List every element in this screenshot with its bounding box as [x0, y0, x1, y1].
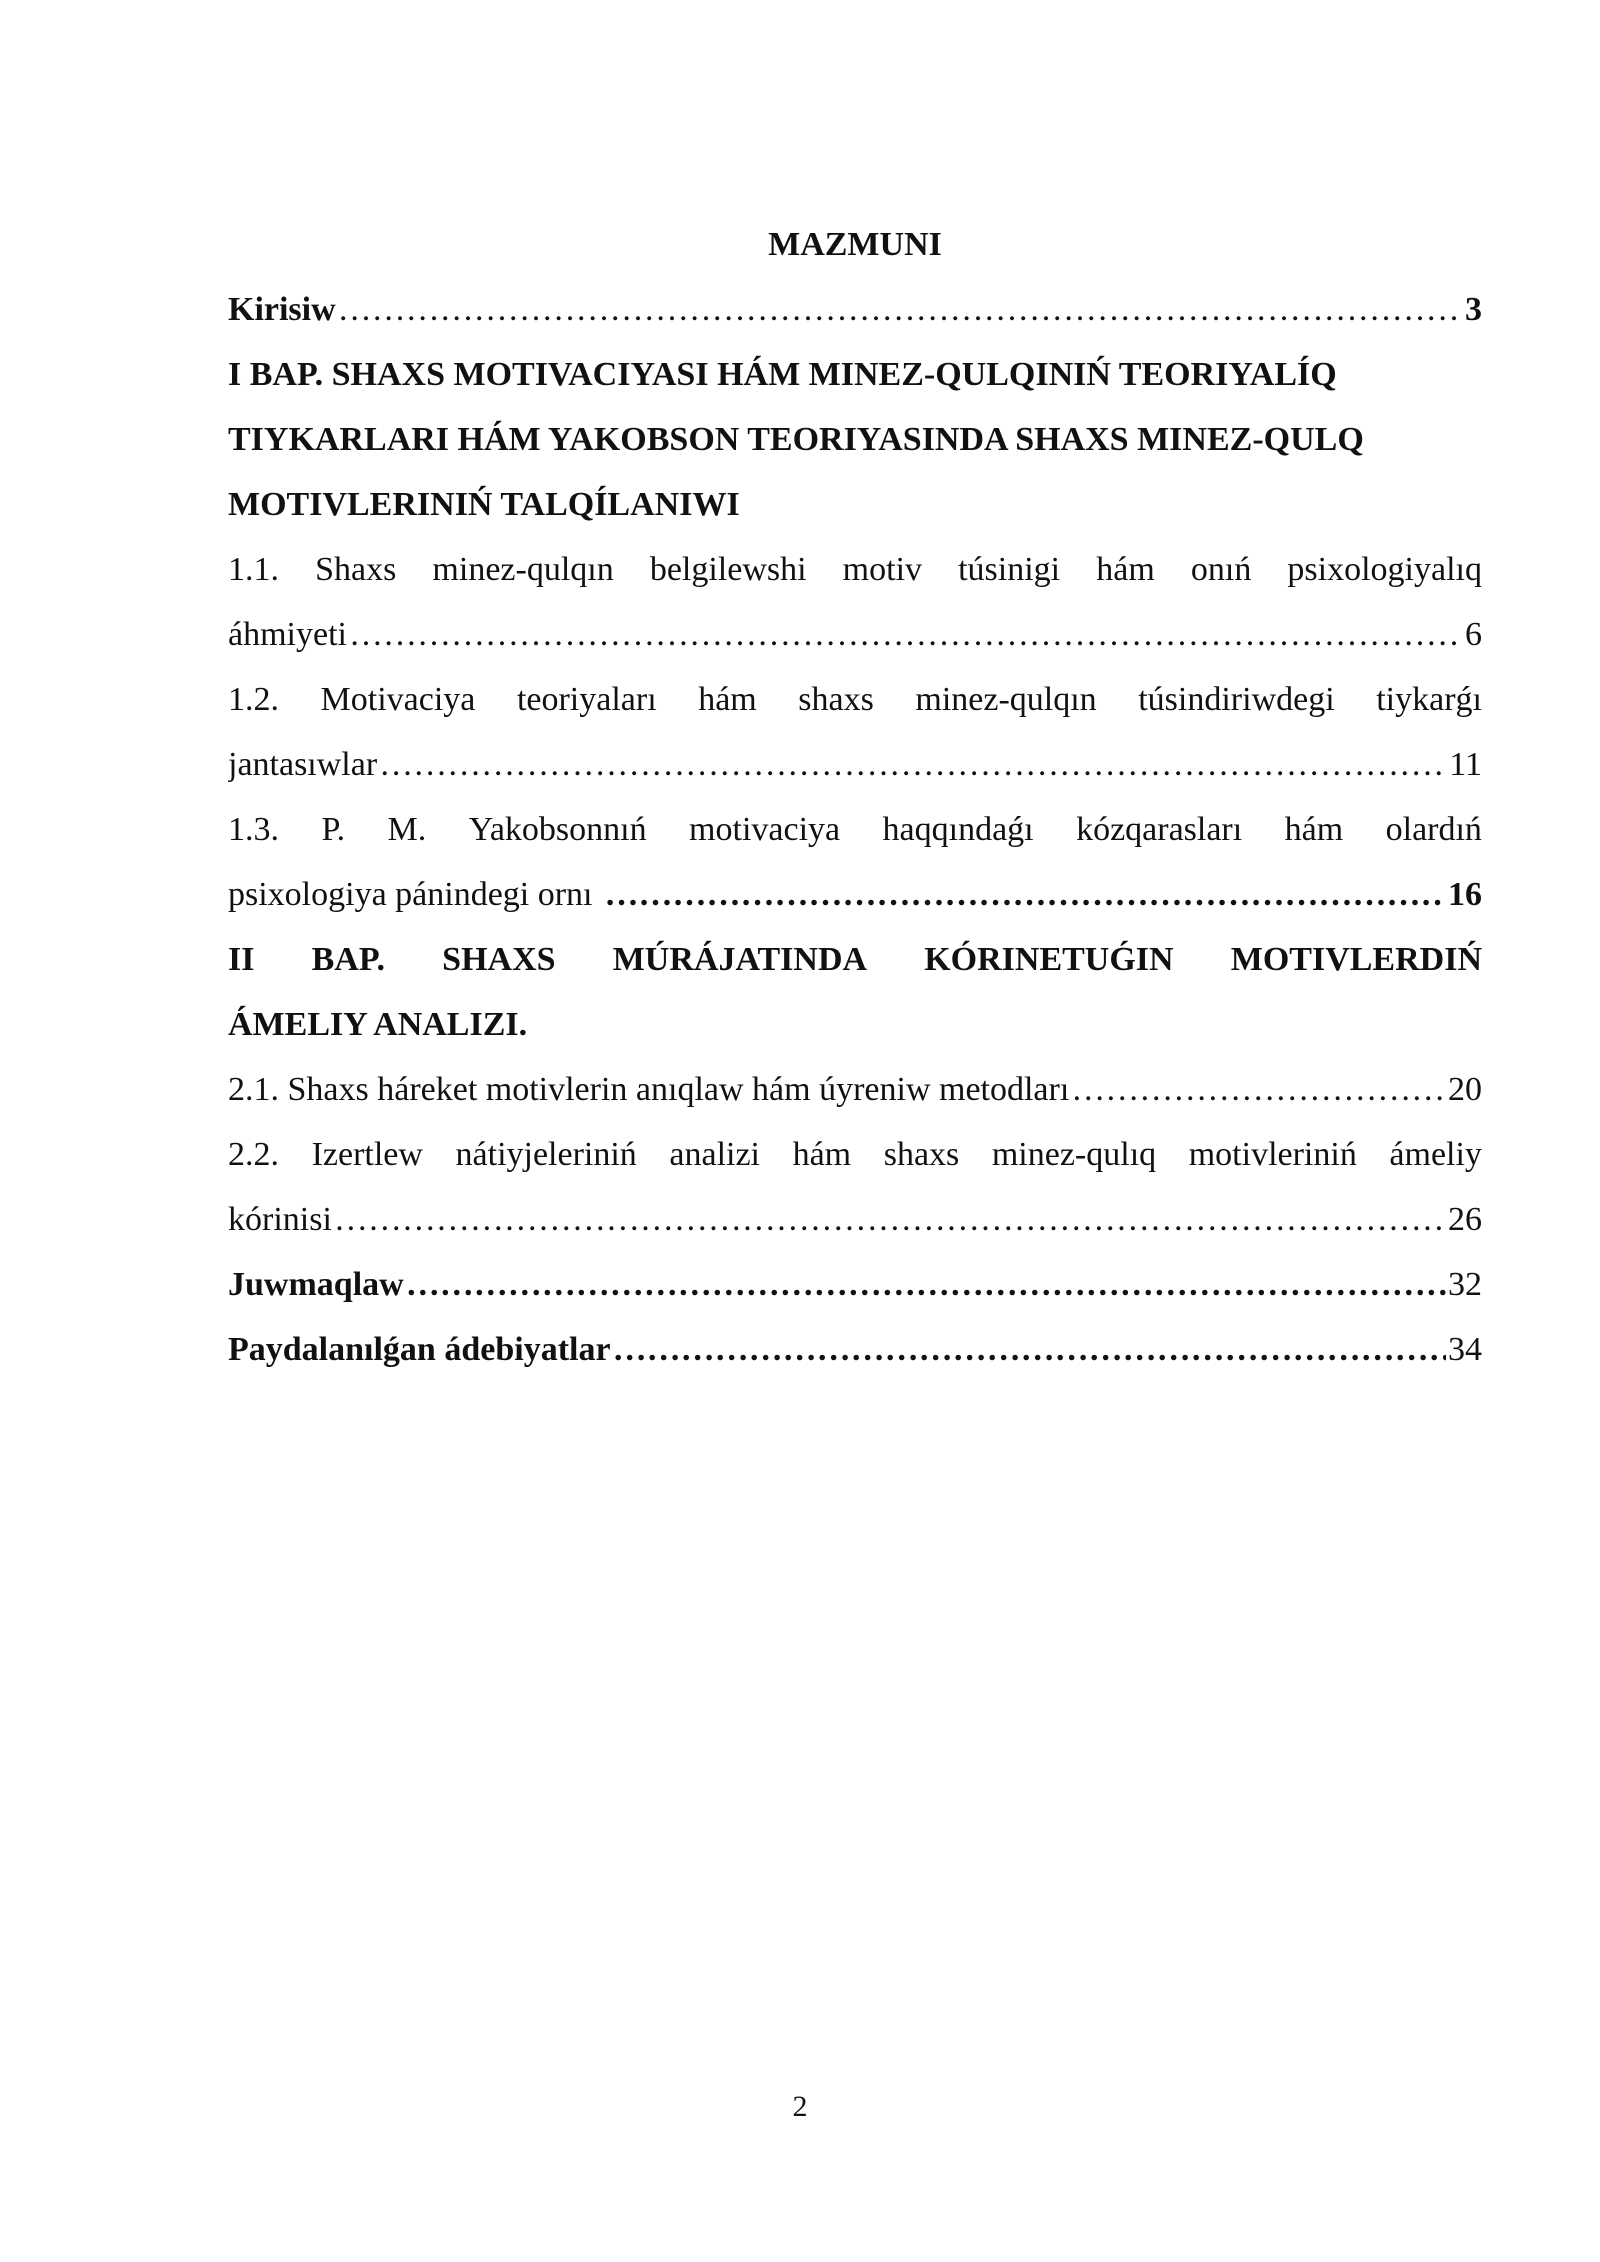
leader-dots — [605, 862, 1446, 927]
word: belgilewshi — [649, 551, 807, 588]
word: teoriyaları — [516, 681, 657, 718]
toc-entry-label: Juwmaqlaw — [228, 1266, 404, 1303]
leader-dots — [1071, 1057, 1446, 1122]
leader-dots — [406, 1252, 1446, 1317]
word: BAP. — [311, 941, 386, 978]
word: kózqarasları — [1076, 811, 1243, 848]
word: onıń — [1190, 551, 1252, 588]
leader-dots — [338, 277, 1463, 342]
leader-dots — [349, 602, 1463, 667]
word: minez-qulıq — [991, 1136, 1157, 1173]
word: shaxs — [883, 1136, 960, 1173]
toc-entry-page: 26 — [1448, 1201, 1482, 1238]
word: psixologiyalıq — [1287, 551, 1482, 588]
word: P. — [321, 811, 346, 848]
toc-entry-intro[interactable] — [228, 277, 1482, 342]
toc-entry-1-3-line-1[interactable] — [228, 797, 1482, 862]
toc-entry-page: 20 — [1448, 1071, 1482, 1108]
toc-entry-label: Kirisiw — [228, 291, 336, 328]
word: hám — [1284, 811, 1344, 848]
word: KÓRINETUǴIN — [924, 941, 1174, 978]
leader-dots — [613, 1317, 1446, 1382]
word: nátiyjeleriniń — [455, 1136, 637, 1173]
word: ámeliy — [1389, 1136, 1482, 1173]
toc-entry-label: Paydalanılǵan ádebiyatlar — [228, 1331, 611, 1368]
word: motiv — [842, 551, 923, 588]
page-number: 2 — [792, 2090, 808, 2123]
toc-entry-2-1[interactable] — [228, 1057, 1482, 1122]
word: motivaciya — [689, 811, 841, 848]
word: minez-qulqın — [432, 551, 614, 588]
toc-entry-label: kórinisi — [228, 1201, 332, 1238]
toc-title: MAZMUNI — [768, 226, 942, 263]
chapter-1-heading-line-2[interactable]: TIYKARLARI HÁM YAKOBSON TEORIYASINDA SHAXS MINEZ-QULQ — [228, 421, 1364, 458]
word: túsinigi — [958, 551, 1061, 588]
word: túsindiriwdegi — [1138, 681, 1335, 718]
toc-entry-1-2-line-2[interactable] — [228, 732, 1482, 797]
word: shaxs — [798, 681, 874, 718]
word: M. — [387, 811, 427, 848]
word: haqqındaǵı — [882, 811, 1034, 848]
chapter-2-heading-line-2[interactable]: ÁMELIY ANALIZI. — [228, 1006, 528, 1043]
toc-entry-1-1-line-1[interactable] — [228, 537, 1482, 602]
toc-entry-references[interactable] — [228, 1317, 1482, 1382]
toc-entry-page: 3 — [1465, 291, 1482, 328]
word: 2.2. — [228, 1136, 279, 1173]
toc-entry-page: 34 — [1448, 1331, 1482, 1368]
toc-entry-page: 11 — [1449, 746, 1482, 783]
word: Izertlew — [311, 1136, 423, 1173]
word: motivleriniń — [1188, 1136, 1357, 1173]
word: hám — [792, 1136, 852, 1173]
toc-entry-conclusion[interactable] — [228, 1252, 1482, 1317]
word: MOTIVLERDIŃ — [1230, 941, 1482, 978]
word: II — [228, 941, 255, 978]
word: 1.1. — [228, 551, 279, 588]
table-of-contents — [228, 212, 1482, 1382]
word: minez-qulqın — [915, 681, 1097, 718]
word: analizi — [669, 1136, 761, 1173]
chapter-1-heading-line-3[interactable]: MOTIVLERINIŃ TALQÍLANIWI — [228, 486, 740, 523]
word: tiykarǵı — [1376, 681, 1482, 718]
word: Shaxs — [315, 551, 397, 588]
toc-entry-label: psixologiya pánindegi ornı — [228, 876, 593, 913]
toc-entry-1-3-line-2[interactable] — [228, 862, 1482, 927]
word: hám — [1096, 551, 1155, 588]
toc-entry-label: áhmiyeti — [228, 616, 347, 653]
toc-entry-page: 32 — [1448, 1266, 1482, 1303]
toc-entry-label: jantasıwlar — [228, 746, 378, 783]
word: hám — [698, 681, 757, 718]
word: SHAXS — [442, 941, 556, 978]
toc-entry-1-2-line-1[interactable] — [228, 667, 1482, 732]
toc-entry-page: 6 — [1465, 616, 1482, 653]
word: olardıń — [1385, 811, 1482, 848]
toc-entry-2-2-line-2[interactable] — [228, 1187, 1482, 1252]
leader-dots — [334, 1187, 1446, 1252]
toc-entry-label: 2.1. Shaxs háreket motivlerin anıqlaw hám úyreniw metodları — [228, 1071, 1070, 1108]
toc-entry-page: 16 — [1448, 876, 1482, 913]
word: 1.3. — [228, 811, 279, 848]
word: 1.2. — [228, 681, 279, 718]
word: Yakobsonnıń — [468, 811, 647, 848]
chapter-2-heading-line-1[interactable] — [228, 927, 1482, 992]
leader-dots — [379, 732, 1447, 797]
word: Motivaciya — [320, 681, 476, 718]
toc-entry-1-1-line-2[interactable] — [228, 602, 1482, 667]
word: MÚRÁJATINDA — [612, 941, 868, 978]
toc-entry-2-2-line-1[interactable] — [228, 1122, 1482, 1187]
chapter-1-heading-line-1[interactable]: I BAP. SHAXS MOTIVACIYASI HÁM MINEZ-QULQINIŃ TEORIYALÍQ — [228, 356, 1337, 393]
